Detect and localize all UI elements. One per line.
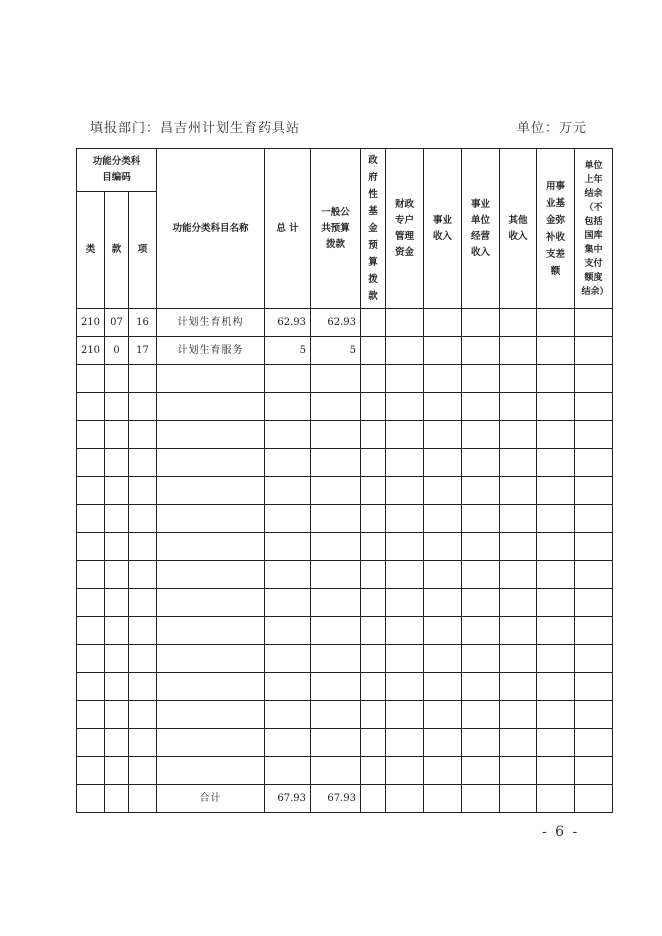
cell-empty xyxy=(105,617,129,645)
cell-empty xyxy=(462,533,500,561)
cell-empty xyxy=(424,757,462,785)
table-row-empty xyxy=(77,645,613,673)
cell-empty xyxy=(386,477,424,505)
header-lei: 类 xyxy=(77,192,105,309)
cell-fund xyxy=(361,337,386,365)
header-xiang: 项 xyxy=(129,192,157,309)
cell-empty xyxy=(77,561,105,589)
cell-empty xyxy=(424,477,462,505)
cell-empty xyxy=(265,701,311,729)
cell-empty xyxy=(500,701,537,729)
cell-reserve xyxy=(537,309,575,337)
cell-empty xyxy=(462,505,500,533)
cell-empty xyxy=(105,589,129,617)
cell-empty xyxy=(537,757,575,785)
cell-empty xyxy=(265,477,311,505)
cell-empty xyxy=(77,505,105,533)
cell-empty xyxy=(424,561,462,589)
cell-operating-income xyxy=(462,309,500,337)
cell-empty xyxy=(77,533,105,561)
cell-empty xyxy=(105,393,129,421)
cell-empty xyxy=(424,589,462,617)
cell-empty xyxy=(361,701,386,729)
cell-empty xyxy=(129,477,157,505)
cell-empty xyxy=(129,505,157,533)
cell-empty xyxy=(500,561,537,589)
table-row-empty xyxy=(77,617,613,645)
cell-empty xyxy=(105,673,129,701)
cell-empty xyxy=(265,589,311,617)
cell-empty xyxy=(361,365,386,393)
cell-empty xyxy=(157,673,265,701)
cell-empty xyxy=(424,533,462,561)
cell-empty xyxy=(157,533,265,561)
cell-empty xyxy=(537,673,575,701)
cell-empty xyxy=(265,729,311,757)
cell-empty xyxy=(311,729,361,757)
cell-empty xyxy=(311,505,361,533)
cell-empty xyxy=(424,785,462,813)
cell-empty xyxy=(265,365,311,393)
header-total: 总 计 xyxy=(265,149,311,309)
cell-empty xyxy=(424,393,462,421)
cell-empty xyxy=(537,533,575,561)
table-row-empty xyxy=(77,421,613,449)
cell-empty xyxy=(462,757,500,785)
cell-empty xyxy=(157,561,265,589)
cell-empty xyxy=(537,785,575,813)
cell-lei: 210 xyxy=(77,337,105,365)
cell-general: 62.93 xyxy=(311,309,361,337)
header-kuan: 款 xyxy=(105,192,129,309)
cell-empty xyxy=(462,449,500,477)
cell-empty xyxy=(500,785,537,813)
cell-empty xyxy=(575,449,613,477)
cell-empty xyxy=(462,561,500,589)
cell-empty xyxy=(462,701,500,729)
header-special-account: 财政专户管理资金 xyxy=(386,149,424,309)
cell-empty xyxy=(105,533,129,561)
cell-empty xyxy=(105,365,129,393)
cell-empty xyxy=(129,757,157,785)
table-row-empty xyxy=(77,449,613,477)
cell-empty xyxy=(157,701,265,729)
cell-name: 计划生育服务 xyxy=(157,337,265,365)
cell-empty xyxy=(157,449,265,477)
cell-empty xyxy=(462,421,500,449)
cell-empty xyxy=(462,785,500,813)
cell-empty xyxy=(361,477,386,505)
cell-empty xyxy=(77,421,105,449)
cell-empty xyxy=(424,421,462,449)
cell-empty xyxy=(157,617,265,645)
cell-empty xyxy=(386,617,424,645)
cell-empty xyxy=(462,393,500,421)
cell-empty xyxy=(575,645,613,673)
cell-empty xyxy=(105,701,129,729)
table-row-empty xyxy=(77,505,613,533)
table-row-empty xyxy=(77,393,613,421)
cell-empty xyxy=(575,477,613,505)
cell-empty xyxy=(129,365,157,393)
cell-empty xyxy=(77,701,105,729)
cell-empty xyxy=(77,617,105,645)
cell-empty xyxy=(157,645,265,673)
cell-empty xyxy=(157,729,265,757)
cell-empty xyxy=(311,701,361,729)
cell-empty xyxy=(537,449,575,477)
cell-empty xyxy=(361,505,386,533)
cell-empty xyxy=(424,673,462,701)
cell-empty xyxy=(537,617,575,645)
cell-empty xyxy=(311,365,361,393)
cell-xiang: 17 xyxy=(129,337,157,365)
cell-empty xyxy=(386,785,424,813)
cell-empty xyxy=(129,393,157,421)
cell-empty xyxy=(361,785,386,813)
cell-empty xyxy=(537,561,575,589)
cell-empty xyxy=(424,449,462,477)
table-row-empty xyxy=(77,701,613,729)
cell-empty xyxy=(386,701,424,729)
cell-empty xyxy=(462,729,500,757)
cell-empty xyxy=(462,645,500,673)
cell-empty xyxy=(575,533,613,561)
cell-empty xyxy=(265,645,311,673)
cell-empty xyxy=(311,673,361,701)
cell-empty xyxy=(129,533,157,561)
cell-empty xyxy=(311,589,361,617)
cell-empty xyxy=(500,505,537,533)
cell-empty xyxy=(157,393,265,421)
cell-total: 62.93 xyxy=(265,309,311,337)
cell-business-income xyxy=(424,337,462,365)
cell-empty xyxy=(77,589,105,617)
cell-empty xyxy=(311,533,361,561)
header-operating-income: 事业单位经营收入 xyxy=(462,149,500,309)
cell-empty xyxy=(537,421,575,449)
cell-empty xyxy=(575,505,613,533)
cell-empty xyxy=(424,365,462,393)
cell-empty xyxy=(105,561,129,589)
table-row-empty xyxy=(77,589,613,617)
cell-empty xyxy=(361,729,386,757)
cell-empty xyxy=(575,785,613,813)
cell-lei: 210 xyxy=(77,309,105,337)
unit-label: 单位：万元 xyxy=(517,121,588,136)
cell-empty xyxy=(105,505,129,533)
total-general: 67.93 xyxy=(311,785,361,813)
table-row-empty xyxy=(77,673,613,701)
cell-empty xyxy=(265,449,311,477)
header-code-group: 功能分类科目编码 xyxy=(77,149,157,192)
cell-empty xyxy=(77,673,105,701)
table-row-empty xyxy=(77,561,613,589)
cell-empty xyxy=(311,757,361,785)
cell-empty xyxy=(157,589,265,617)
cell-empty xyxy=(265,617,311,645)
cell-general: 5 xyxy=(311,337,361,365)
cell-empty xyxy=(311,393,361,421)
cell-empty xyxy=(575,729,613,757)
cell-empty xyxy=(77,757,105,785)
cell-empty xyxy=(265,561,311,589)
cell-empty xyxy=(129,617,157,645)
cell-empty xyxy=(311,421,361,449)
cell-empty xyxy=(361,645,386,673)
cell-kuan: 07 xyxy=(105,309,129,337)
cell-empty xyxy=(265,673,311,701)
cell-empty xyxy=(386,757,424,785)
cell-empty xyxy=(462,365,500,393)
budget-table xyxy=(76,148,613,813)
cell-empty xyxy=(424,645,462,673)
cell-empty xyxy=(77,729,105,757)
cell-empty xyxy=(500,757,537,785)
cell-empty xyxy=(129,701,157,729)
table-row-empty xyxy=(77,533,613,561)
cell-carryover xyxy=(575,309,613,337)
cell-empty xyxy=(105,449,129,477)
table-row-empty xyxy=(77,365,613,393)
cell-reserve xyxy=(537,337,575,365)
cell-empty xyxy=(537,393,575,421)
cell-empty xyxy=(77,365,105,393)
cell-empty xyxy=(386,645,424,673)
cell-empty xyxy=(575,421,613,449)
cell-empty xyxy=(537,365,575,393)
header-reserve-fund: 用事业基金弥补收支差额 xyxy=(537,149,575,309)
cell-empty xyxy=(575,673,613,701)
cell-empty xyxy=(500,729,537,757)
cell-empty xyxy=(105,729,129,757)
cell-kuan: 0 xyxy=(105,337,129,365)
cell-empty xyxy=(424,505,462,533)
table-row xyxy=(77,309,613,337)
cell-empty xyxy=(575,701,613,729)
cell-empty xyxy=(575,561,613,589)
cell-empty xyxy=(77,477,105,505)
header-carryover: 单位上年结余（不包括国库集中支付额度结余） xyxy=(575,149,613,309)
cell-empty xyxy=(129,421,157,449)
cell-empty xyxy=(311,477,361,505)
cell-empty xyxy=(500,645,537,673)
cell-empty xyxy=(361,757,386,785)
cell-empty xyxy=(462,617,500,645)
cell-empty xyxy=(265,505,311,533)
table-row-empty xyxy=(77,757,613,785)
cell-empty xyxy=(265,393,311,421)
cell-empty xyxy=(77,393,105,421)
cell-empty xyxy=(157,477,265,505)
cell-empty xyxy=(105,421,129,449)
cell-empty xyxy=(500,589,537,617)
cell-other-income xyxy=(500,337,537,365)
cell-business-income xyxy=(424,309,462,337)
header-fund-budget: 政府性基金预算拨款 xyxy=(361,149,386,309)
cell-empty xyxy=(500,449,537,477)
cell-total: 5 xyxy=(265,337,311,365)
cell-empty xyxy=(424,617,462,645)
cell-empty xyxy=(129,449,157,477)
cell-empty xyxy=(361,617,386,645)
cell-empty xyxy=(424,701,462,729)
cell-empty xyxy=(77,785,105,813)
cell-name: 计划生育机构 xyxy=(157,309,265,337)
total-total: 67.93 xyxy=(265,785,311,813)
cell-empty xyxy=(129,673,157,701)
cell-empty xyxy=(537,477,575,505)
cell-empty xyxy=(157,365,265,393)
cell-empty xyxy=(361,421,386,449)
cell-empty xyxy=(462,589,500,617)
cell-empty xyxy=(500,477,537,505)
cell-empty xyxy=(386,533,424,561)
cell-special xyxy=(386,337,424,365)
header-business-income: 事业收入 xyxy=(424,149,462,309)
cell-empty xyxy=(311,561,361,589)
cell-empty xyxy=(265,533,311,561)
cell-empty xyxy=(386,365,424,393)
cell-empty xyxy=(386,393,424,421)
cell-special xyxy=(386,309,424,337)
cell-empty xyxy=(361,533,386,561)
cell-empty xyxy=(500,617,537,645)
cell-xiang: 16 xyxy=(129,309,157,337)
cell-empty xyxy=(105,645,129,673)
cell-empty xyxy=(105,477,129,505)
table-row-empty xyxy=(77,729,613,757)
header-other-income: 其他收入 xyxy=(500,149,537,309)
cell-empty xyxy=(77,645,105,673)
cell-empty xyxy=(386,421,424,449)
header-general-budget: 一般公共预算拨款 xyxy=(311,149,361,309)
cell-empty xyxy=(361,589,386,617)
cell-empty xyxy=(361,393,386,421)
total-row xyxy=(77,785,613,813)
cell-empty xyxy=(361,673,386,701)
cell-empty xyxy=(537,505,575,533)
cell-empty xyxy=(575,589,613,617)
cell-carryover xyxy=(575,337,613,365)
cell-empty xyxy=(424,729,462,757)
cell-empty xyxy=(500,673,537,701)
cell-empty xyxy=(105,757,129,785)
cell-empty xyxy=(537,589,575,617)
cell-empty xyxy=(500,365,537,393)
cell-empty xyxy=(311,617,361,645)
cell-empty xyxy=(157,505,265,533)
cell-empty xyxy=(157,757,265,785)
cell-fund xyxy=(361,309,386,337)
cell-empty xyxy=(361,449,386,477)
cell-empty xyxy=(537,729,575,757)
cell-empty xyxy=(575,393,613,421)
cell-empty xyxy=(386,673,424,701)
table-row-empty xyxy=(77,477,613,505)
cell-empty xyxy=(77,449,105,477)
cell-empty xyxy=(462,673,500,701)
cell-empty xyxy=(157,421,265,449)
total-label: 合计 xyxy=(157,785,265,813)
cell-empty xyxy=(386,589,424,617)
cell-empty xyxy=(500,533,537,561)
table-row xyxy=(77,337,613,365)
cell-empty xyxy=(129,645,157,673)
cell-empty xyxy=(129,729,157,757)
cell-empty xyxy=(265,757,311,785)
cell-empty xyxy=(537,701,575,729)
cell-empty xyxy=(462,477,500,505)
cell-empty xyxy=(129,589,157,617)
cell-other-income xyxy=(500,309,537,337)
cell-empty xyxy=(386,729,424,757)
cell-empty xyxy=(311,645,361,673)
cell-empty xyxy=(500,393,537,421)
cell-operating-income xyxy=(462,337,500,365)
department-label: 填报部门：昌吉州计划生育药具站 xyxy=(90,121,301,136)
cell-empty xyxy=(575,365,613,393)
cell-empty xyxy=(575,757,613,785)
cell-empty xyxy=(386,561,424,589)
cell-empty xyxy=(575,617,613,645)
cell-empty xyxy=(537,645,575,673)
cell-empty xyxy=(386,449,424,477)
header-subject-name: 功能分类科目名称 xyxy=(157,149,265,309)
cell-empty xyxy=(386,505,424,533)
cell-empty xyxy=(105,785,129,813)
cell-empty xyxy=(129,785,157,813)
cell-empty xyxy=(265,421,311,449)
cell-empty xyxy=(500,421,537,449)
cell-empty xyxy=(129,561,157,589)
page-number: - 6 - xyxy=(542,824,580,840)
cell-empty xyxy=(361,561,386,589)
cell-empty xyxy=(311,449,361,477)
